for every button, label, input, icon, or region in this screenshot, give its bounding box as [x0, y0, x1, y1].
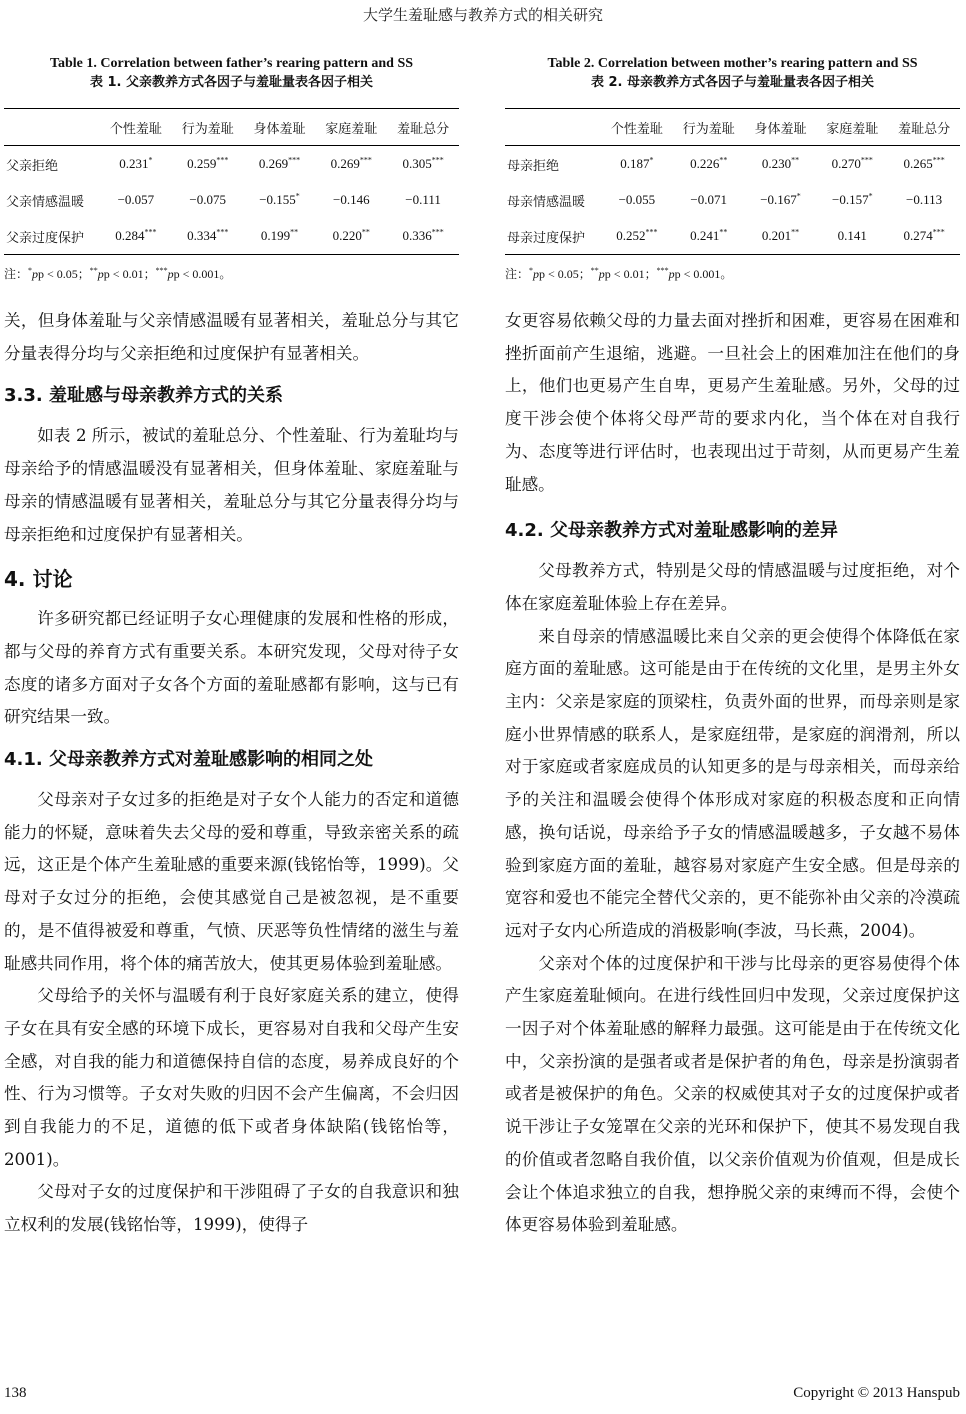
- significance-mark: ***: [932, 155, 945, 165]
- significance-mark: ***: [645, 227, 658, 237]
- note-p1: p < 0.05；: [38, 267, 90, 281]
- significance-mark: ***: [932, 227, 945, 237]
- table-cell: [387, 218, 459, 255]
- note-p1: p < 0.05；: [539, 267, 591, 281]
- significance-mark: *: [649, 155, 654, 165]
- table-cell: [745, 146, 817, 183]
- significance-mark: ***: [144, 227, 157, 237]
- table-cell: [387, 146, 459, 183]
- section-3-3-heading: 3.3. 羞耻感与母亲教养方式的关系: [4, 385, 283, 407]
- significance-mark: **: [719, 155, 728, 165]
- significance-mark: **: [361, 227, 370, 237]
- section-3-3-paragraph: 如表 2 所示，被试的羞耻总分、个性羞耻、行为羞耻均与母亲给予的情感温暖没有显著相关，但身体羞耻、家庭羞耻与母亲的情感温暖有显著相关，羞耻总分与其它分量表得分均与母亲拒绝和过度保护有显著相关。: [4, 426, 459, 544]
- table1-body: [4, 146, 459, 255]
- cell-value: −0.167: [760, 192, 797, 207]
- cell-value: 0.334: [187, 228, 217, 243]
- section-4-heading: 4. 讨论: [4, 567, 73, 592]
- table2-caption-en: Table 2. Correlation between mother’s rearing pattern and SS: [547, 56, 918, 71]
- significance-mark: *: [295, 191, 300, 201]
- cell-value: 0.187: [620, 156, 650, 171]
- paragraph-continuation: 女更容易依赖父母的力量去面对挫折和困难，更容易在困难和挫折面前产生退缩，逃避。一旦社会上的困难加注在他们的身上，他们也更易产生自卑，更易产生羞耻感。另外，父母的过度干涉会使个体将父母严苛的要求内化，当个体在对自我行为、态度等进行评估时，也表现出过于苛刻，从而更易产生羞耻感。: [505, 311, 960, 494]
- table-cell: [172, 218, 244, 255]
- table-cell: [387, 182, 459, 218]
- section-4-paragraph: 许多研究都已经证明子女心理健康的发展和性格的形成，都与父母的养育方式有重要关系。本研究发现，父母对待子女态度的诸多方面对子女各个方面的羞耻感都有影响，这与已有研究结果一致。: [4, 609, 459, 727]
- column-header: 行为羞耻: [181, 121, 234, 137]
- table-cell: [673, 182, 745, 218]
- significance-mark: ***: [431, 155, 444, 165]
- table-cell: [673, 146, 745, 183]
- section-4-2-paragraph-a: 父母教养方式，特别是父母的情感温暖与过度拒绝，对个体在家庭羞耻体验上存在差异。: [505, 561, 960, 613]
- cell-value: −0.146: [332, 192, 370, 207]
- cell-value: 0.199: [260, 228, 291, 243]
- row-label: 母亲过度保护: [507, 230, 586, 246]
- table-cell: [100, 182, 172, 218]
- table-row: [4, 182, 459, 218]
- significance-mark: ***: [216, 227, 229, 237]
- paragraph-continuation: 关，但身体羞耻与父亲情感温暖有显著相关，羞耻总分与其它分量表得分均与父亲拒绝和过度保护有显著相关。: [4, 311, 459, 363]
- copyright-notice: Copyright © 2013 Hanspub: [793, 1385, 960, 1401]
- right-column: [505, 55, 960, 1242]
- table2-caption-zh: 表 2. 母亲教养方式各因子与羞耻量表各因子相关: [590, 75, 875, 90]
- table-cell: [816, 182, 888, 218]
- cell-value: −0.113: [906, 192, 943, 207]
- cell-value: 0.269: [330, 156, 360, 171]
- column-header: 家庭羞耻: [325, 121, 378, 137]
- section-4-1-paragraph-c: 父母对子女的过度保护和干涉阻碍了子女的自我意识和独立权利的发展(钱铭怡等，1999)，使得子: [4, 1182, 459, 1235]
- significance-mark: *: [796, 191, 801, 201]
- significance-mark: **: [791, 155, 800, 165]
- table-row: [505, 146, 960, 183]
- cell-value: 0.284: [115, 228, 145, 243]
- column-header: 羞耻总分: [898, 121, 951, 137]
- significance-mark: ***: [359, 155, 372, 165]
- cell-value: 0.269: [258, 156, 289, 171]
- table-cell: [745, 218, 817, 255]
- significance-mark: *: [148, 155, 153, 165]
- significance-mark: *: [868, 191, 873, 201]
- table1-caption-zh: 表 1. 父亲教养方式各因子与羞耻量表各因子相关: [89, 75, 374, 90]
- cell-value: 0.270: [831, 156, 861, 171]
- table-cell: [315, 182, 387, 218]
- table-cell: [888, 182, 960, 218]
- table-cell: [601, 218, 673, 255]
- section-4-1-paragraph-a: 父母亲对子女过多的拒绝是对子女个人能力的否定和道德能力的怀疑，意味着失去父母的爱和尊重，导致亲密关系的疏远，这正是个体产生羞耻感的重要来源(钱铭怡等，1999)。父母对子女过分的拒绝，会使其感觉自己是被忽视，是不重要的，是不值得被爱和尊重，气愤、厌恶等负性情绪的滋生与羞耻感共同作用，将个体的痛苦放大，使其更易体验到羞耻感。: [4, 790, 459, 973]
- cell-value: 0.274: [903, 228, 933, 243]
- significance-mark: **: [719, 227, 728, 237]
- column-header: 个性羞耻: [610, 121, 663, 137]
- table-row: [4, 218, 459, 255]
- section-4-1-paragraph-b: 父母给予的关怀与温暖有利于良好家庭关系的建立，使得子女在具有安全感的环境下成长，更容易对自我和父母产生安全感，对自我的能力和道德保持自信的态度，易养成良好的个性、行为习惯等。子女对失败的归因不会产生偏离，不会归因到自我能力的不足，道德的低下或者身体缺陷(钱铭怡等，2001)。: [4, 986, 459, 1169]
- table2-header-row: [505, 109, 960, 146]
- cell-value: 0.231: [119, 156, 149, 171]
- significance-mark: **: [290, 227, 299, 237]
- header-blank: [4, 109, 100, 146]
- column-header: 身体羞耻: [253, 121, 306, 137]
- section-4-2-paragraph-b: 来自母亲的情感温暖比来自父亲的更会使得个体降低在家庭方面的羞耻感。这可能是由于在传统的文化里，是男主外女主内：父亲是家庭的顶梁柱，负责外面的世界，而母亲则是家庭小世界情感的联系人，是家庭纽带，是家庭的润滑剂，所以对于家庭或者家庭成员的认知更多的是与母亲相关，而母亲给予的关注和温暖会使得个体形成对家庭的积极态度和正向情感，换句话说，母亲给予子女的情感温暖越多，子女越不易体验到家庭方面的羞耻，越容易对家庭产生安全感。但是母亲的宽容和爱也不能完全替代父亲的，更不能弥补由父亲的冷漠疏远对子女内心所造成的消极影响(李波，马长燕，2004)。: [505, 626, 960, 940]
- table2: [505, 108, 960, 255]
- cell-value: −0.071: [690, 192, 727, 207]
- table-cell: [244, 182, 316, 218]
- table-cell: [888, 146, 960, 183]
- table2-body: [505, 146, 960, 255]
- table-cell: [172, 146, 244, 183]
- cell-value: −0.075: [189, 192, 226, 207]
- cell-value: −0.057: [117, 192, 155, 207]
- table-cell: [100, 218, 172, 255]
- section-4-1-heading: 4.1. 父母亲教养方式对羞耻感影响的相同之处: [4, 749, 373, 771]
- table-row: [505, 218, 960, 255]
- header-blank: [505, 109, 601, 146]
- left-column: [4, 55, 459, 1242]
- section-4-2-heading: 4.2. 父母亲教养方式对羞耻感影响的差异: [505, 520, 838, 542]
- column-header: 个性羞耻: [109, 121, 162, 137]
- cell-value: 0.230: [761, 156, 792, 171]
- table-row: [4, 146, 459, 183]
- row-label: 母亲情感温暖: [507, 194, 586, 210]
- cell-value: −0.055: [618, 192, 656, 207]
- significance-mark: ***: [431, 227, 444, 237]
- table1-header-row: [4, 109, 459, 146]
- section-4-2-paragraph-c: 父亲对个体的过度保护和干涉与比母亲的更容易使得个体产生家庭羞耻倾向。在进行线性回归中发现，父亲过度保护这一因子对个体羞耻感的解释力最强。这可能是由于在传统文化中，父亲扮演的是强者或者是保护者的角色，母亲是扮演弱者或者是被保护的角色。父亲的权威使其对子女的过度保护或者说干涉让子女笼罩在父亲的光环和保护下，使其不易发现自我的价值或者忽略自我价值，以父亲价值观为价值观，但是成长会让个体追求独立的自我，想挣脱父亲的束缚而不得，会使个体更容易体验到羞耻感。: [505, 953, 960, 1235]
- page-number: 138: [4, 1385, 27, 1401]
- cell-value: 0.252: [616, 228, 646, 243]
- table-cell: [172, 182, 244, 218]
- table-row: [505, 182, 960, 218]
- column-header: 家庭羞耻: [826, 121, 879, 137]
- cell-value: 0.336: [402, 228, 432, 243]
- cell-value: 0.241: [690, 228, 720, 243]
- cell-value: 0.265: [903, 156, 933, 171]
- significance-mark: **: [791, 227, 800, 237]
- cell-value: 0.305: [402, 156, 432, 171]
- significance-mark: ***: [860, 155, 873, 165]
- cell-value: −0.111: [405, 192, 441, 207]
- cell-value: 0.259: [187, 156, 217, 171]
- significance-mark: ***: [288, 155, 301, 165]
- column-header: 身体羞耻: [754, 121, 807, 137]
- cell-value: 0.201: [761, 228, 792, 243]
- row-label: 父亲过度保护: [6, 230, 85, 246]
- note-p3: p < 0.001。: [173, 267, 232, 281]
- table1: [4, 108, 459, 255]
- table-cell: [244, 146, 316, 183]
- column-header: 行为羞耻: [682, 121, 735, 137]
- column-header: 羞耻总分: [397, 121, 450, 137]
- table-cell: [100, 146, 172, 183]
- significance-mark: ***: [216, 155, 229, 165]
- cell-value: 0.226: [690, 156, 720, 171]
- row-label: 母亲拒绝: [507, 158, 560, 174]
- table-cell: [816, 146, 888, 183]
- table-cell: [745, 182, 817, 218]
- table-cell: [673, 218, 745, 255]
- running-header: 大学生羞耻感与教养方式的相关研究: [362, 6, 603, 24]
- table1-note: 注：*pp < 0.05；**pp < 0.01；***pp < 0.001。: [4, 266, 232, 281]
- note-p2: p < 0.01；: [604, 267, 657, 281]
- row-label: 父亲情感温暖: [6, 194, 85, 210]
- cell-value: −0.155: [259, 192, 296, 207]
- table-cell: [601, 146, 673, 183]
- table-cell: [315, 146, 387, 183]
- cell-value: 0.220: [332, 228, 362, 243]
- table-cell: [816, 218, 888, 255]
- table-cell: [888, 218, 960, 255]
- table-cell: [244, 218, 316, 255]
- table1-caption-en: Table 1. Correlation between father’s rearing pattern and SS: [49, 56, 414, 71]
- note-p2: p < 0.01；: [103, 267, 156, 281]
- cell-value: 0.141: [837, 228, 867, 243]
- table-cell: [315, 218, 387, 255]
- note-p3: p < 0.001。: [674, 267, 733, 281]
- table-cell: [601, 182, 673, 218]
- cell-value: −0.157: [831, 192, 869, 207]
- row-label: 父亲拒绝: [6, 158, 59, 174]
- table2-note: 注：*pp < 0.05；**pp < 0.01；***pp < 0.001。: [505, 266, 733, 281]
